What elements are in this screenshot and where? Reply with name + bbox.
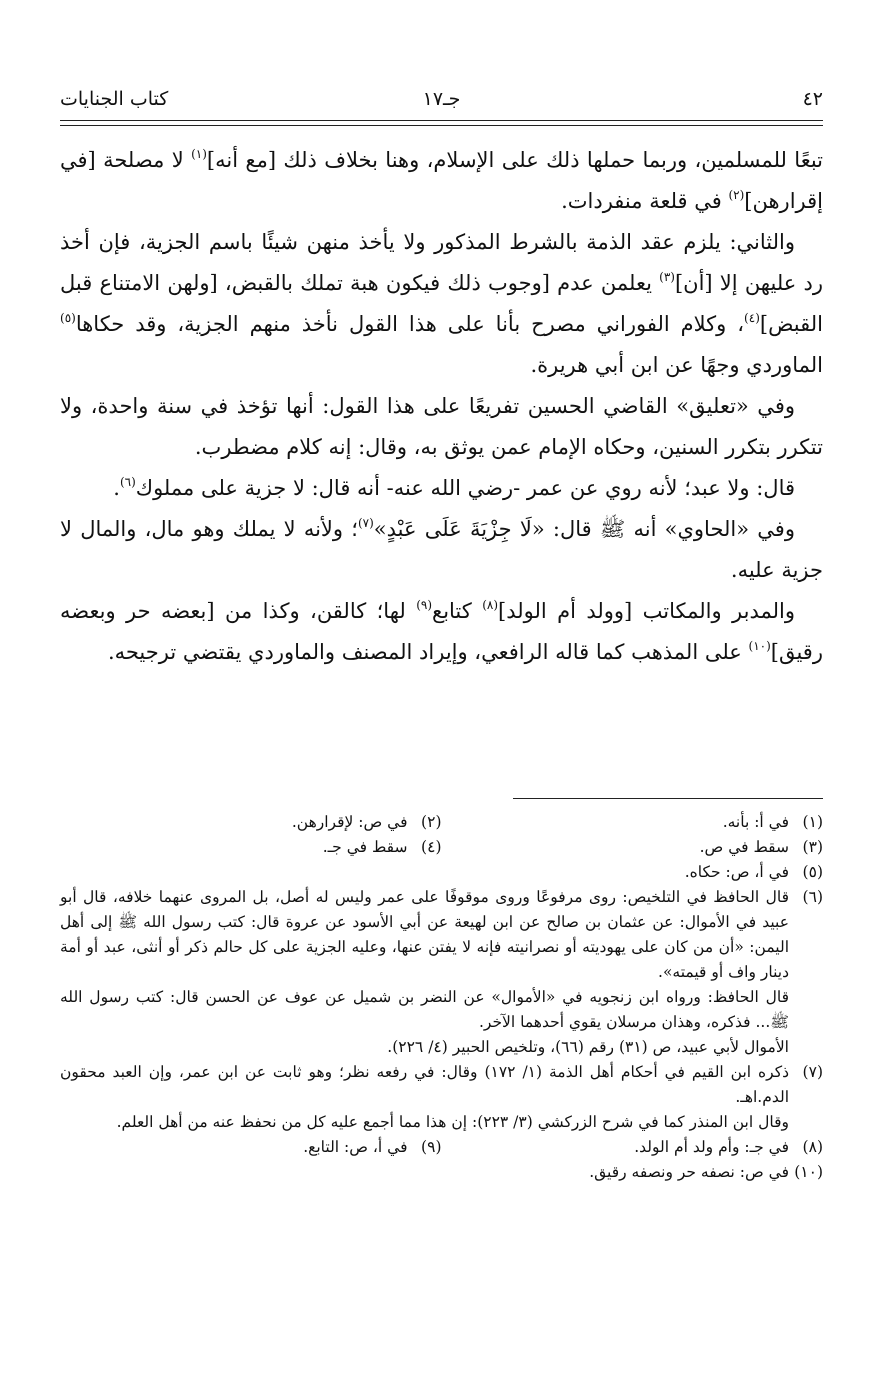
footnote-4 xyxy=(60,835,442,860)
footnote-2 xyxy=(60,810,442,835)
footnote-7 xyxy=(60,1060,823,1135)
footnote-number: (٤) xyxy=(421,838,442,856)
paragraph-text: ، وكلام الفوراني مصرح بأنا على هذا القول نأخذ منهم الجزية، وقد حكاها xyxy=(75,312,745,336)
footnote-row xyxy=(60,835,823,860)
paragraph-text: لا مصلحة [في إقرارهن] xyxy=(60,148,823,213)
main-text xyxy=(60,140,823,673)
footnote-text: سقط في ص. xyxy=(699,838,789,856)
running-header xyxy=(60,84,823,114)
footnote-marker: (٩) xyxy=(416,598,433,612)
header-rule-top xyxy=(60,120,823,121)
paragraph-text: لها؛ كالقن، وكذا من [بعضه حر وبعضه رقيق] xyxy=(60,599,823,664)
footnote-marker: (١) xyxy=(191,147,207,161)
footnote-number: (٨) xyxy=(802,1138,823,1156)
book-title: كتاب الجنايات xyxy=(60,88,169,110)
footnote-row xyxy=(60,810,823,835)
footnote-separator xyxy=(513,798,823,799)
footnotes xyxy=(60,810,823,1185)
footnote-number: (١٠) xyxy=(794,1163,823,1181)
paragraph xyxy=(60,591,823,673)
footnote-text: في ص: نصفه حر ونصفه رقيق. xyxy=(589,1163,789,1181)
footnote-number: (١) xyxy=(802,813,823,831)
paragraph-text: ؛ ولأنه لا يملك وهو مال، والمال لا جزية عليه. xyxy=(60,517,823,582)
paragraph-text: وفي «الحاوي» أنه ﷺ قال: «لَا جِزْيَةَ عَلَى عَبْدٍ» xyxy=(373,517,795,541)
footnote-marker: (٥) xyxy=(60,311,76,325)
footnote-text xyxy=(60,1060,789,1135)
page-number: ٤٢ xyxy=(802,88,823,110)
footnote-marker: (٨) xyxy=(482,598,499,612)
footnote-line: ذكره ابن القيم في أحكام أهل الذمة (١/ ١٧٢) وقال: في رفعه نظر؛ وهو ثابت عن ابن عمر، وإن العبد محقون الدم.اهـ. xyxy=(60,1063,789,1106)
paragraph xyxy=(60,509,823,591)
footnote-number: (٣) xyxy=(802,838,823,856)
footnote-text: في جـ: وأم ولد أم الولد. xyxy=(634,1138,789,1156)
paragraph-text: والثاني: يلزم عقد الذمة بالشرط المذكور ولا يأخذ منهن شيئًا باسم الجزية، فإن أخذ رد عليهن إلا [أن] xyxy=(60,230,823,295)
footnote-1 xyxy=(442,810,824,835)
footnote-text: في أ، ص: حكاه. xyxy=(684,863,789,881)
footnote-number: (٢) xyxy=(421,813,442,831)
header-rule-bottom xyxy=(60,125,823,126)
footnote-text: سقط في جـ. xyxy=(322,838,408,856)
footnote-number: (٧) xyxy=(802,1063,823,1081)
footnote-marker: (٢) xyxy=(728,188,745,202)
paragraph xyxy=(60,140,823,222)
footnote-5 xyxy=(60,860,823,885)
footnote-marker: (٧) xyxy=(357,516,374,530)
footnote-line: قال الحافظ في التلخيص: روى مرفوعًا وروى موقوفًا على عمر وليس له أصل، بل المروى عنهما خلافه، قال أبو عبيد في الأموال: عن عثمان بن صالح عن ابن لهيعة عن أبي الأسود عن عروة قال: كتب رسول الله ﷺ إلى أهل اليمن: «أن من كان على يهوديته أو نصرانيته فإنه لا يفتن عنها، وعليه الجزية على كل حالم ذكر أو أنثى، عبد أو أمة دينار واف أو قيمته». xyxy=(60,888,789,981)
paragraph-text: . xyxy=(113,476,120,500)
paragraph-text: وفي «تعليق» القاضي الحسين تفريعًا على هذا القول: أنها تؤخذ في سنة واحدة، ولا تتكرر بتكرر السنين، وحكاه الإمام عمن يوثق به، وقال: إنه كلام مضطرب. xyxy=(60,394,823,459)
footnote-number: (٦) xyxy=(802,888,823,906)
footnote-9 xyxy=(60,1135,442,1160)
paragraph-text: قال: ولا عبد؛ لأنه روي عن عمر -رضي الله عنه- أنه قال: لا جزية على مملوك xyxy=(135,476,795,500)
footnote-number: (٩) xyxy=(421,1138,442,1156)
footnote-marker: (١٠) xyxy=(748,639,771,653)
footnote-line: قال الحافظ: ورواه ابن زنجويه في «الأموال» عن النضر بن شميل عن عوف عن الحسن قال: كتب رسول الله ﷺ... فذكره، وهذان مرسلان يقوي أحدهما الآخر. xyxy=(60,988,789,1031)
footnote-marker: (٤) xyxy=(744,311,760,325)
footnote-line: الأموال لأبي عبيد، ص (٣١) رقم (٦٦)، وتلخيص الحبير (٤/ ٢٢٦). xyxy=(387,1038,789,1056)
footnote-10 xyxy=(60,1160,823,1185)
paragraph xyxy=(60,386,823,468)
footnote-8 xyxy=(442,1135,824,1160)
footnote-3 xyxy=(442,835,824,860)
footnote-text: في ص: لإقرارهن. xyxy=(291,813,408,831)
paragraph xyxy=(60,468,823,509)
footnote-marker: (٣) xyxy=(659,270,675,284)
footnote-text: في أ: بأنه. xyxy=(722,813,789,831)
footnote-6 xyxy=(60,885,823,1060)
footnote-number: (٥) xyxy=(802,863,823,881)
paragraph xyxy=(60,222,823,386)
footnote-row xyxy=(60,1135,823,1160)
volume-label: جـ١٧ xyxy=(422,88,461,110)
paragraph-text: في قلعة منفردات. xyxy=(561,189,729,213)
footnote-marker: (٦) xyxy=(119,475,136,489)
footnote-text: في أ، ص: التابع. xyxy=(303,1138,408,1156)
paragraph-text: يعلمن عدم [وجوب ذلك فيكون هبة تملك بالقبض، [ولهن الامتناع قبل القبض] xyxy=(60,271,823,336)
paragraph-text: والمدبر والمكاتب [وولد أم الولد] xyxy=(498,599,796,623)
paragraph-text: الماوردي وجهًا عن ابن أبي هريرة. xyxy=(530,353,823,377)
paragraph-text: كتابع xyxy=(432,599,483,623)
footnote-text xyxy=(60,885,789,1060)
footnote-line: وقال ابن المنذر كما في شرح الزركشي (٣/ ٢٢٣): إن هذا مما أجمع عليه كل من نحفظ عنه من أهل العلم. xyxy=(116,1113,789,1131)
paragraph-text: على المذهب كما قاله الرافعي، وإيراد المصنف والماوردي يقتضي ترجيحه. xyxy=(107,640,749,664)
paragraph-text: تبعًا للمسلمين، وربما حملها ذلك على الإسلام، وهنا بخلاف ذلك [مع أنه] xyxy=(206,148,824,172)
